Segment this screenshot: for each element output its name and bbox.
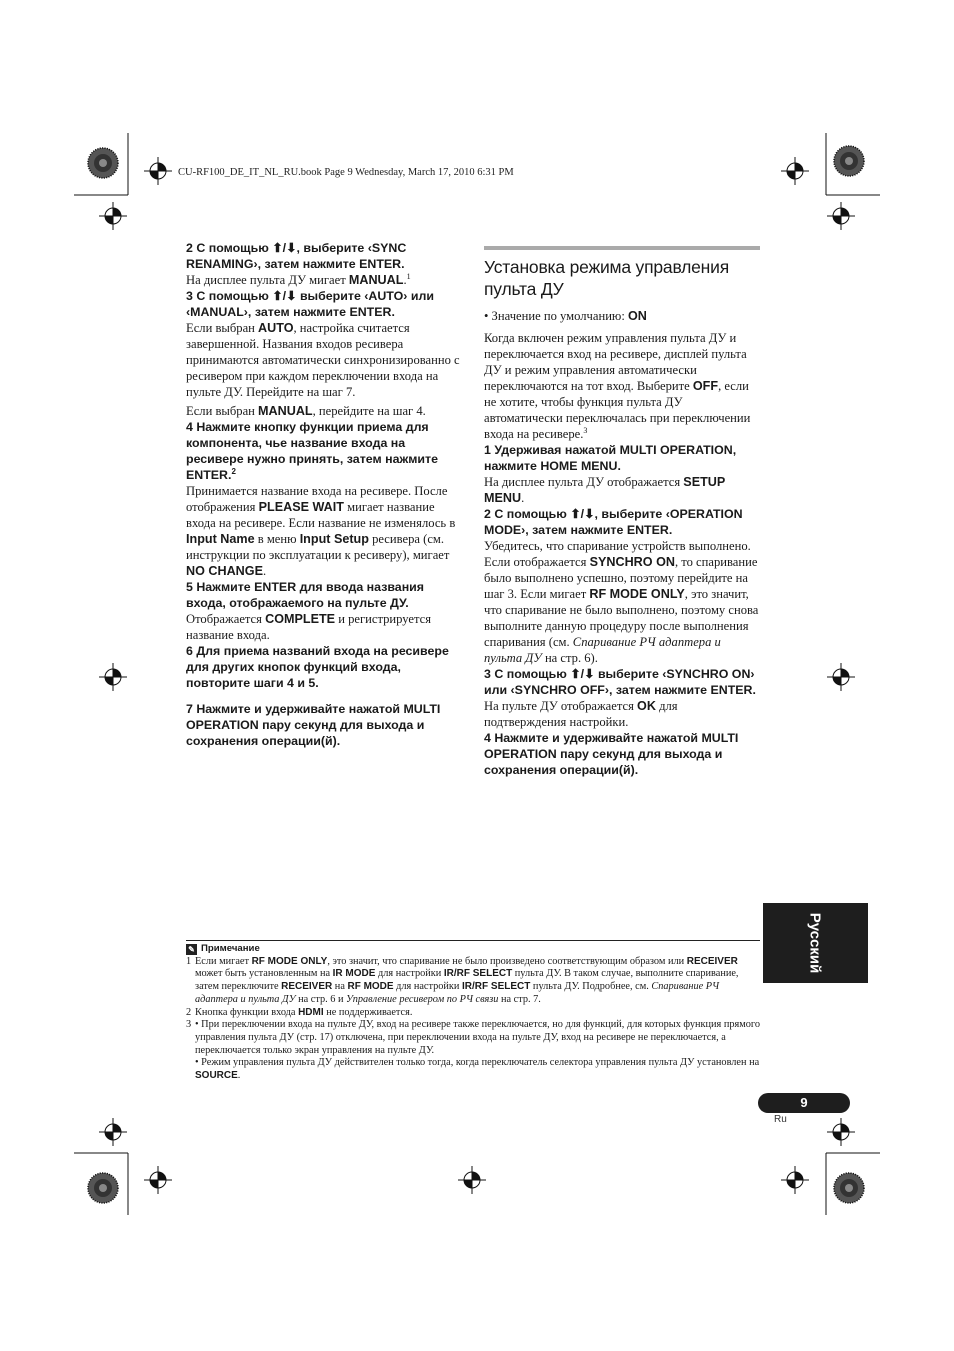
default-value-bullet: • Значение по умолчанию: ON	[484, 309, 647, 323]
step-3-body-1: Если выбран AUTO, настройка считается завершенной. Названия входов ресивера принимаются автоматически синхронизированно с ресивером при каждом переключении входа на пульте ДУ. Перейдите на шаг 7.	[186, 321, 460, 399]
step-5-heading: 5 Нажмите ENTER для ввода названия входа, отображаемого на пульте ДУ.	[186, 580, 425, 610]
left-column	[186, 240, 462, 749]
notes-heading: ✎ Примечание	[186, 943, 760, 956]
note-2: 2 Кнопка функции входа HDMI не поддерживается.	[186, 1006, 413, 1018]
page-language-code: Ru	[774, 1114, 787, 1125]
up-down-arrows-icon: ⬆/⬇	[272, 241, 297, 255]
up-down-arrows-icon: ⬆/⬇	[570, 667, 595, 681]
step-5-body: Отображается COMPLETE и регистрируется название входа.	[186, 612, 432, 642]
right-step-3-body: На пульте ДУ отображается OK для подтверждения настройки.	[484, 699, 678, 729]
step-3-heading: 3 С помощью ⬆/⬇ выберите ‹AUTO› или ‹MANUAL›, затем нажмите ENTER.	[186, 289, 434, 319]
step-6-heading: 6 Для приема названий входа на ресивере для других кнопок функций входа, повторите шаги 4 и 5.	[186, 644, 449, 690]
right-step-4-heading: 4 Нажмите и удерживайте нажатой MULTI OPERATION пару секунд для выхода и сохранения операции(й).	[484, 731, 739, 777]
notes-section	[186, 940, 760, 1083]
right-step-3-heading: 3 С помощью ⬆/⬇ выберите ‹SYNCHRO ON› или ‹SYNCHRO OFF›, затем нажмите ENTER.	[484, 667, 756, 697]
note-3: 3 • При переключении входа на пульте ДУ, вход на ресивере также переключается, но для функций, для которых функция прямого управления пульта ДУ (стр. 17) отключена, при переключении входа на пульте ДУ, вход на ресивере не переключается, а переключается только экран управления на пульте ДУ. • Режим управления пульта ДУ действителен только тогда, когда переключатель селектора управления пульта ДУ установлен на SOURCE.	[186, 1019, 761, 1082]
step-4-heading: 4 Нажмите кнопку функции приема для компонента, чье название входа на ресивере нужно принять, затем нажмите ENTER.$^2$	[186, 420, 439, 482]
right-step-2-heading: 2 С помощью ⬆/⬇, выберите ‹OPERATION MODE›, затем нажмите ENTER.	[484, 507, 743, 537]
right-step-1-heading: 1 Удерживая нажатой MULTI OPERATION, нажмите HOME MENU.	[484, 443, 737, 473]
up-down-arrows-icon: ⬆/⬇	[272, 289, 297, 303]
language-tab: Русский	[763, 903, 868, 983]
right-column	[484, 246, 760, 778]
print-header-line: CU-RF100_DE_IT_NL_RU.book Page 9 Wednesday, March 17, 2010 6:31 PM	[178, 167, 514, 178]
right-step-1-body: На дисплее пульта ДУ отображается SETUP MENU.	[484, 475, 726, 505]
step-2-heading: 2 С помощью ⬆/⬇, выберите ‹SYNC RENAMING›, затем нажмите ENTER.	[186, 241, 407, 271]
right-step-2-body: Убедитесь, что спаривание устройств выполнено. Если отображается SYNCHRO ON, то спаривание было выполнено успешно, поэтому перейдите на шаг 3. Если мигает RF MODE ONLY, это значит, что спаривание не было выполнено, поэтому снова выполните данную процедуру после выполнения спаривания (см. Спаривание РЧ адаптера и пульта ДУ на стр. 6).	[484, 539, 759, 665]
section-title: Установка режима управления пульта ДУ	[484, 257, 730, 299]
step-2-body: На дисплее пульта ДУ мигает MANUAL.$^1$	[186, 271, 411, 287]
section-intro: Когда включен режим управления пульта ДУ и переключается вход на ресивере, дисплей пульта ДУ и режим управления автоматически переключаются на тот вход. Выберите OFF, если не хотите, чтобы функция пульта ДУ автоматически переключалась при переключении входа на ресивере.$^3$	[484, 331, 751, 441]
step-3-body-2: Если выбран MANUAL, перейдите на шаг 4.	[186, 404, 426, 418]
step-7-heading: 7 Нажмите и удерживайте нажатой MULTI OPERATION пару секунд для выхода и сохранения операции(й).	[186, 702, 441, 748]
step-4-body: Принимается название входа на ресивере. После отображения PLEASE WAIT мигает название входа на ресивере. Если название не изменялось в Input Name в меню Input Setup ресивера (см. инструкции по эксплуатации к ресиверу), мигает NO CHANGE.	[186, 484, 456, 578]
note-1: 1 Если мигает RF MODE ONLY, это значит, что спаривание не было произведено соответствующим образом или RECEIVER может быть установленным на IR MODE для настройки IR/RF SELECT пульта ДУ. В таком случае, выполните спаривание, затем переключите RECEIVER на RF MODE для настройки IR/RF SELECT пульта ДУ. Подробнее, см. Спаривание РЧ адаптера и пульта ДУ на стр. 6 и Управление ресивером по РЧ связи на стр. 7.	[186, 955, 739, 1005]
note-pencil-icon: ✎	[186, 944, 197, 955]
section-bar	[484, 246, 760, 250]
page-number: 9	[758, 1093, 850, 1113]
up-down-arrows-icon: ⬆/⬇	[570, 507, 595, 521]
